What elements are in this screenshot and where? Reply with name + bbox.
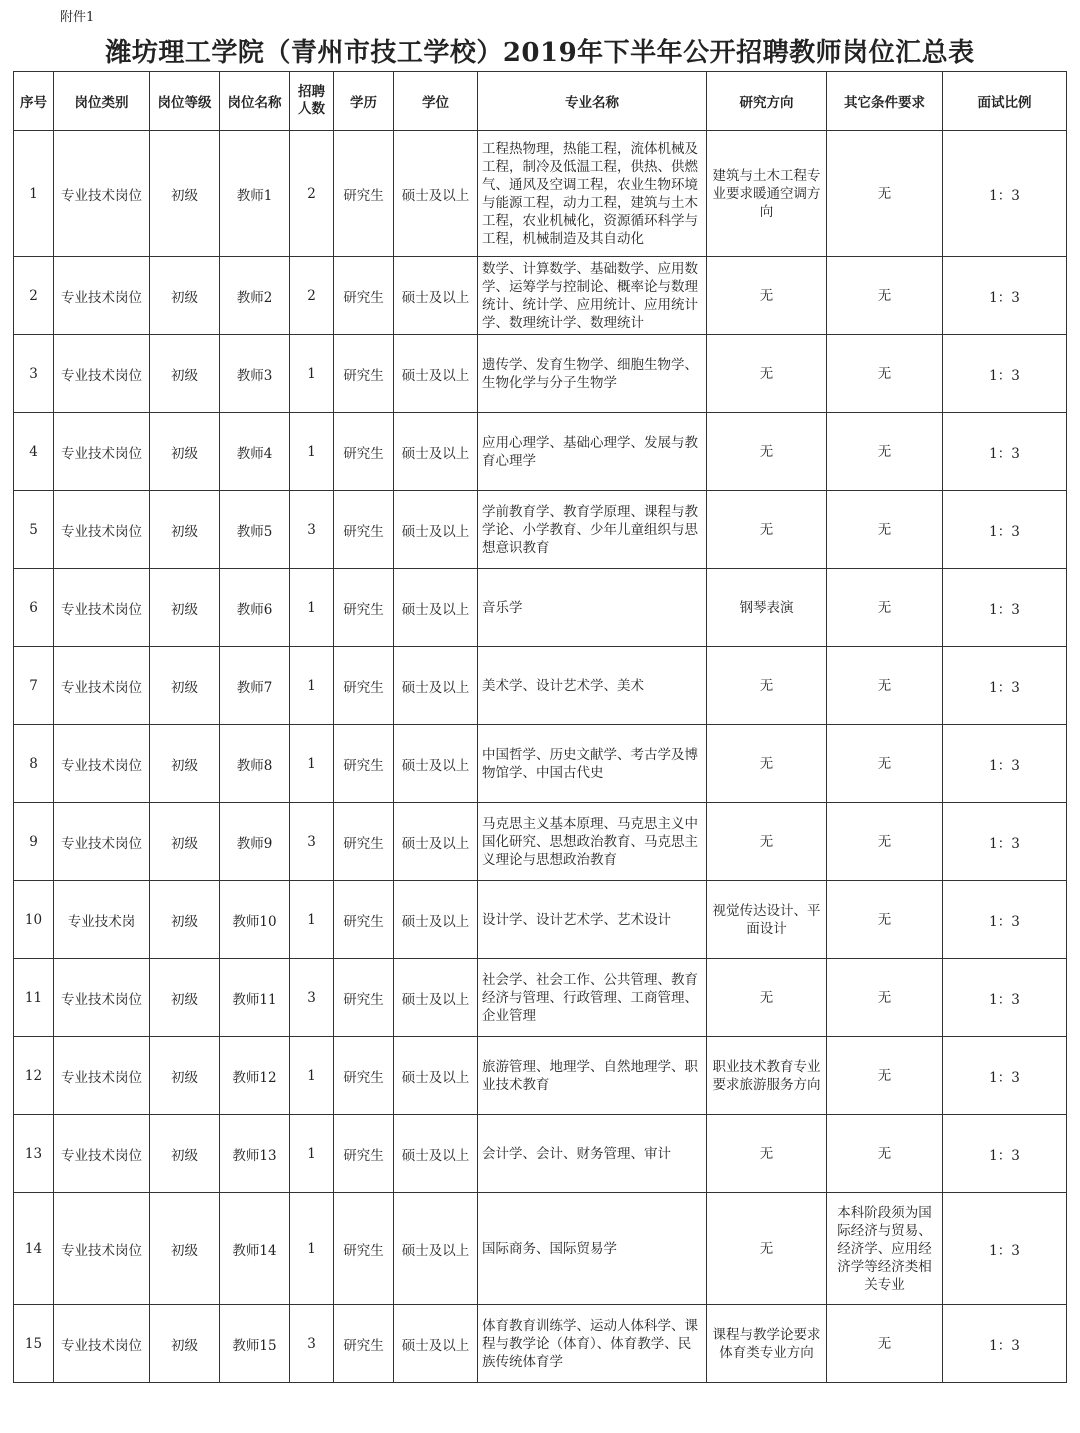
- cell-direction: 无: [707, 1193, 827, 1305]
- cell-position: 教师7: [220, 647, 290, 725]
- cell-condition: 无: [827, 1037, 943, 1115]
- header-no: 序号: [14, 72, 54, 131]
- cell-direction: 无: [707, 413, 827, 491]
- cell-condition: 本科阶段须为国际经济与贸易、经济学、应用经济学等经济类相关专业: [827, 1193, 943, 1305]
- cell-condition: 无: [827, 959, 943, 1037]
- cell-education: 研究生: [334, 491, 394, 569]
- cell-no: 5: [14, 491, 54, 569]
- cell-major: 学前教育学、教育学原理、课程与教学论、小学教育、少年儿童组织与思想意识教育: [478, 491, 707, 569]
- cell-count: 1: [290, 413, 334, 491]
- cell-condition: 无: [827, 1115, 943, 1193]
- cell-position: 教师5: [220, 491, 290, 569]
- cell-count: 3: [290, 491, 334, 569]
- cell-condition: 无: [827, 335, 943, 413]
- cell-category: 专业技术岗位: [54, 1115, 150, 1193]
- header-ratio: 面试比例: [943, 72, 1067, 131]
- table-header-row: [14, 72, 1067, 131]
- cell-ratio: 1：3: [943, 569, 1067, 647]
- cell-no: 15: [14, 1305, 54, 1383]
- cell-direction: 无: [707, 491, 827, 569]
- cell-degree: 硕士及以上: [394, 1115, 478, 1193]
- cell-level: 初级: [150, 881, 220, 959]
- table-row: [14, 1305, 1067, 1383]
- cell-count: 3: [290, 1305, 334, 1383]
- cell-level: 初级: [150, 1115, 220, 1193]
- cell-level: 初级: [150, 1193, 220, 1305]
- table-body: [14, 131, 1067, 1383]
- cell-education: 研究生: [334, 803, 394, 881]
- cell-count: 2: [290, 257, 334, 335]
- cell-level: 初级: [150, 413, 220, 491]
- cell-degree: 硕士及以上: [394, 413, 478, 491]
- cell-ratio: 1：3: [943, 1193, 1067, 1305]
- cell-count: 1: [290, 647, 334, 725]
- cell-degree: 硕士及以上: [394, 335, 478, 413]
- header-count: [290, 72, 334, 131]
- cell-education: 研究生: [334, 1115, 394, 1193]
- cell-condition: 无: [827, 647, 943, 725]
- cell-major: 国际商务、国际贸易学: [478, 1193, 707, 1305]
- table-row: [14, 881, 1067, 959]
- cell-direction: 无: [707, 725, 827, 803]
- cell-no: 12: [14, 1037, 54, 1115]
- header-major: 专业名称: [478, 72, 707, 131]
- cell-level: 初级: [150, 257, 220, 335]
- cell-degree: 硕士及以上: [394, 1037, 478, 1115]
- cell-category: 专业技术岗位: [54, 413, 150, 491]
- table-row: [14, 803, 1067, 881]
- cell-count: 1: [290, 725, 334, 803]
- cell-level: 初级: [150, 647, 220, 725]
- header-degree: 学位: [394, 72, 478, 131]
- cell-ratio: 1：3: [943, 1037, 1067, 1115]
- table-row: [14, 725, 1067, 803]
- cell-ratio: 1：3: [943, 803, 1067, 881]
- cell-level: 初级: [150, 131, 220, 257]
- cell-ratio: 1：3: [943, 881, 1067, 959]
- cell-education: 研究生: [334, 881, 394, 959]
- cell-category: 专业技术岗位: [54, 1037, 150, 1115]
- cell-category: 专业技术岗位: [54, 803, 150, 881]
- cell-education: 研究生: [334, 725, 394, 803]
- cell-major: 中国哲学、历史文献学、考古学及博物馆学、中国古代史: [478, 725, 707, 803]
- cell-level: 初级: [150, 491, 220, 569]
- table-row: [14, 257, 1067, 335]
- cell-count: 1: [290, 1193, 334, 1305]
- cell-position: 教师12: [220, 1037, 290, 1115]
- cell-category: 专业技术岗位: [54, 257, 150, 335]
- table-row: [14, 131, 1067, 257]
- cell-condition: 无: [827, 803, 943, 881]
- cell-major: 会计学、会计、财务管理、审计: [478, 1115, 707, 1193]
- recruitment-table: [13, 71, 1067, 1383]
- cell-position: 教师10: [220, 881, 290, 959]
- cell-condition: 无: [827, 1305, 943, 1383]
- cell-education: 研究生: [334, 413, 394, 491]
- cell-degree: 硕士及以上: [394, 647, 478, 725]
- cell-level: 初级: [150, 335, 220, 413]
- table-row: [14, 1037, 1067, 1115]
- cell-major: 数学、计算数学、基础数学、应用数学、运筹学与控制论、概率论与数理统计、统计学、应用统计、应用统计学、数理统计学、数理统计: [478, 257, 707, 335]
- cell-degree: 硕士及以上: [394, 1305, 478, 1383]
- cell-direction: 建筑与土木工程专业要求暖通空调方向: [707, 131, 827, 257]
- cell-degree: 硕士及以上: [394, 725, 478, 803]
- cell-education: 研究生: [334, 959, 394, 1037]
- cell-level: 初级: [150, 1305, 220, 1383]
- cell-no: 4: [14, 413, 54, 491]
- cell-direction: 课程与教学论要求体育类专业方向: [707, 1305, 827, 1383]
- cell-count: 1: [290, 881, 334, 959]
- cell-degree: 硕士及以上: [394, 131, 478, 257]
- cell-level: 初级: [150, 1037, 220, 1115]
- cell-position: 教师9: [220, 803, 290, 881]
- cell-ratio: 1：3: [943, 257, 1067, 335]
- cell-no: 2: [14, 257, 54, 335]
- cell-count: 1: [290, 1037, 334, 1115]
- table-row: [14, 1115, 1067, 1193]
- cell-major: 设计学、设计艺术学、艺术设计: [478, 881, 707, 959]
- table-row: [14, 569, 1067, 647]
- header-category: 岗位类别: [54, 72, 150, 131]
- cell-no: 11: [14, 959, 54, 1037]
- cell-no: 8: [14, 725, 54, 803]
- cell-education: 研究生: [334, 1305, 394, 1383]
- cell-ratio: 1：3: [943, 335, 1067, 413]
- cell-ratio: 1：3: [943, 1305, 1067, 1383]
- cell-category: 专业技术岗位: [54, 647, 150, 725]
- cell-condition: 无: [827, 413, 943, 491]
- cell-count: 2: [290, 131, 334, 257]
- cell-education: 研究生: [334, 1193, 394, 1305]
- page-title: 潍坊理工学院（青州市技工学校）2019年下半年公开招聘教师岗位汇总表: [105, 38, 975, 68]
- cell-direction: 钢琴表演: [707, 569, 827, 647]
- cell-position: 教师2: [220, 257, 290, 335]
- cell-major: 旅游管理、地理学、自然地理学、职业技术教育: [478, 1037, 707, 1115]
- cell-direction: 无: [707, 647, 827, 725]
- table-row: [14, 959, 1067, 1037]
- cell-education: 研究生: [334, 335, 394, 413]
- cell-major: 应用心理学、基础心理学、发展与教育心理学: [478, 413, 707, 491]
- cell-condition: 无: [827, 257, 943, 335]
- header-count-line2: 人数: [298, 101, 325, 117]
- cell-no: 3: [14, 335, 54, 413]
- cell-position: 教师6: [220, 569, 290, 647]
- cell-ratio: 1：3: [943, 491, 1067, 569]
- cell-category: 专业技术岗位: [54, 569, 150, 647]
- cell-direction: 无: [707, 1115, 827, 1193]
- cell-ratio: 1：3: [943, 1115, 1067, 1193]
- cell-education: 研究生: [334, 257, 394, 335]
- cell-no: 14: [14, 1193, 54, 1305]
- cell-degree: 硕士及以上: [394, 803, 478, 881]
- cell-count: 1: [290, 335, 334, 413]
- cell-direction: 无: [707, 335, 827, 413]
- table-row: [14, 335, 1067, 413]
- header-count-line1: 招聘: [298, 84, 325, 100]
- cell-level: 初级: [150, 725, 220, 803]
- cell-ratio: 1：3: [943, 725, 1067, 803]
- cell-category: 专业技术岗位: [54, 335, 150, 413]
- header-education: 学历: [334, 72, 394, 131]
- cell-major: 美术学、设计艺术学、美术: [478, 647, 707, 725]
- cell-degree: 硕士及以上: [394, 1193, 478, 1305]
- cell-position: 教师4: [220, 413, 290, 491]
- cell-no: 9: [14, 803, 54, 881]
- cell-degree: 硕士及以上: [394, 881, 478, 959]
- header-direction: 研究方向: [707, 72, 827, 131]
- cell-position: 教师3: [220, 335, 290, 413]
- cell-position: 教师15: [220, 1305, 290, 1383]
- cell-position: 教师8: [220, 725, 290, 803]
- header-position: 岗位名称: [220, 72, 290, 131]
- cell-major: 遗传学、发育生物学、细胞生物学、生物化学与分子生物学: [478, 335, 707, 413]
- cell-condition: 无: [827, 881, 943, 959]
- cell-no: 10: [14, 881, 54, 959]
- table-row: [14, 1193, 1067, 1305]
- cell-category: 专业技术岗位: [54, 131, 150, 257]
- cell-position: 教师1: [220, 131, 290, 257]
- cell-ratio: 1：3: [943, 413, 1067, 491]
- cell-condition: 无: [827, 491, 943, 569]
- cell-condition: 无: [827, 131, 943, 257]
- cell-degree: 硕士及以上: [394, 569, 478, 647]
- cell-major: 体育教育训练学、运动人体科学、课程与教学论（体育）、体育教学、民族传统体育学: [478, 1305, 707, 1383]
- cell-level: 初级: [150, 803, 220, 881]
- table-row: [14, 647, 1067, 725]
- cell-major: 工程热物理，热能工程，流体机械及工程，制冷及低温工程，供热、供燃气、通风及空调工程，农业生物环境与能源工程，动力工程，建筑与土木工程，农业机械化，资源循环科学与工程，机械制造及其自动化: [478, 131, 707, 257]
- cell-count: 3: [290, 803, 334, 881]
- cell-no: 1: [14, 131, 54, 257]
- cell-degree: 硕士及以上: [394, 257, 478, 335]
- cell-position: 教师11: [220, 959, 290, 1037]
- cell-category: 专业技术岗位: [54, 725, 150, 803]
- cell-no: 7: [14, 647, 54, 725]
- cell-position: 教师13: [220, 1115, 290, 1193]
- cell-position: 教师14: [220, 1193, 290, 1305]
- cell-education: 研究生: [334, 647, 394, 725]
- cell-direction: 无: [707, 257, 827, 335]
- cell-major: 社会学、社会工作、公共管理、教育经济与管理、行政管理、工商管理、企业管理: [478, 959, 707, 1037]
- cell-count: 3: [290, 959, 334, 1037]
- cell-direction: 职业技术教育专业要求旅游服务方向: [707, 1037, 827, 1115]
- cell-ratio: 1：3: [943, 959, 1067, 1037]
- header-level: 岗位等级: [150, 72, 220, 131]
- cell-ratio: 1：3: [943, 647, 1067, 725]
- cell-direction: 无: [707, 803, 827, 881]
- cell-condition: 无: [827, 725, 943, 803]
- cell-count: 1: [290, 569, 334, 647]
- table-row: [14, 413, 1067, 491]
- cell-no: 6: [14, 569, 54, 647]
- cell-major: 音乐学: [478, 569, 707, 647]
- cell-category: 专业技术岗位: [54, 1193, 150, 1305]
- annex-label: 附件1: [60, 10, 95, 25]
- cell-ratio: 1：3: [943, 131, 1067, 257]
- cell-level: 初级: [150, 959, 220, 1037]
- cell-category: 专业技术岗: [54, 881, 150, 959]
- cell-degree: 硕士及以上: [394, 959, 478, 1037]
- header-condition: 其它条件要求: [827, 72, 943, 131]
- cell-count: 1: [290, 1115, 334, 1193]
- cell-level: 初级: [150, 569, 220, 647]
- cell-direction: 无: [707, 959, 827, 1037]
- cell-category: 专业技术岗位: [54, 1305, 150, 1383]
- cell-degree: 硕士及以上: [394, 491, 478, 569]
- cell-category: 专业技术岗位: [54, 491, 150, 569]
- cell-education: 研究生: [334, 569, 394, 647]
- cell-education: 研究生: [334, 131, 394, 257]
- cell-major: 马克思主义基本原理、马克思主义中国化研究、思想政治教育、马克思主义理论与思想政治教育: [478, 803, 707, 881]
- cell-direction: 视觉传达设计、平面设计: [707, 881, 827, 959]
- cell-education: 研究生: [334, 1037, 394, 1115]
- cell-condition: 无: [827, 569, 943, 647]
- cell-no: 13: [14, 1115, 54, 1193]
- cell-category: 专业技术岗位: [54, 959, 150, 1037]
- table-row: [14, 491, 1067, 569]
